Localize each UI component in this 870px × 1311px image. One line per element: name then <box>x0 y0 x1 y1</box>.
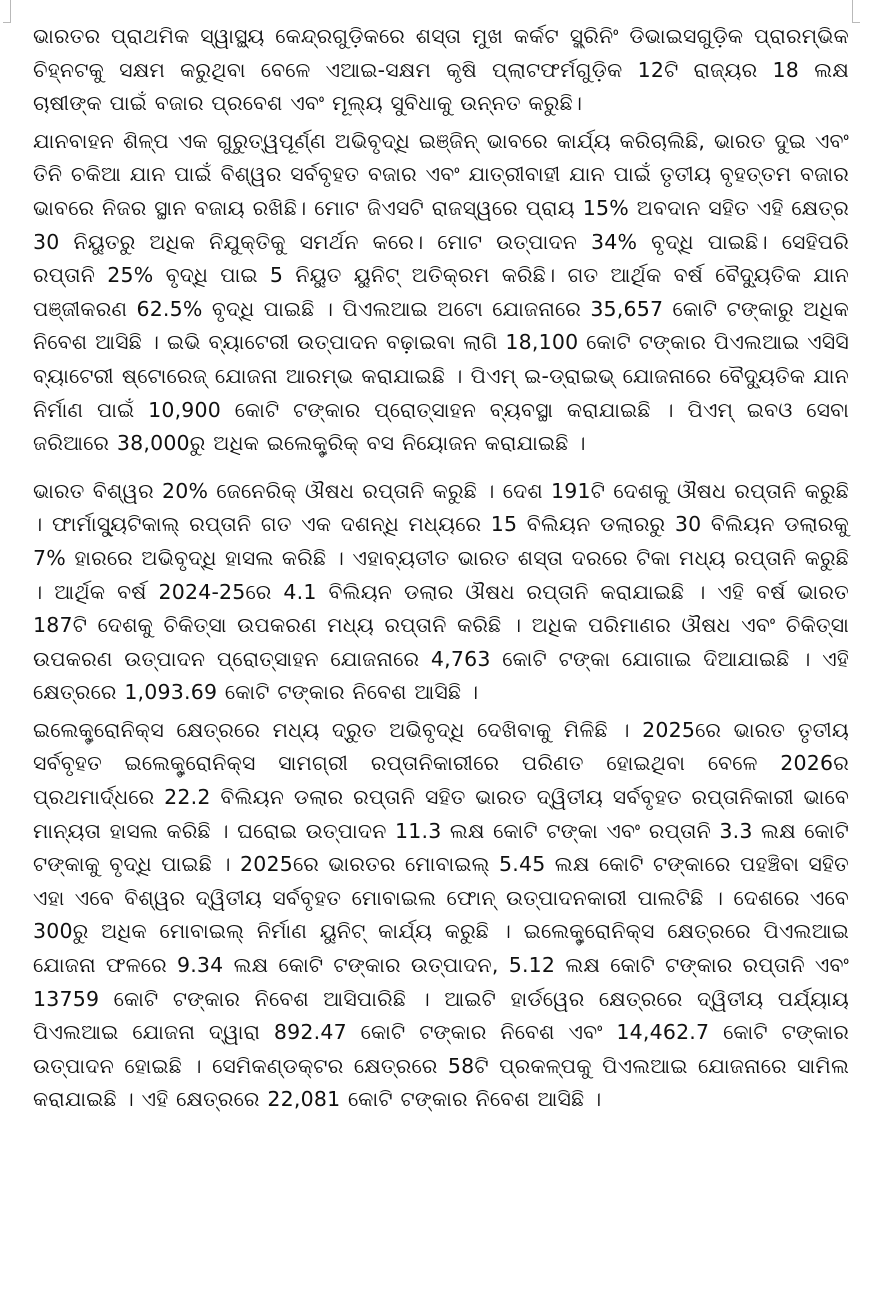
page-corner-mark-right <box>852 0 853 22</box>
paragraph-health-agriculture: ଭାରତର ପ୍ରାଥମିକ ସ୍ୱାସ୍ଥ୍ୟ କେନ୍ଦ୍ରଗୁଡ଼ିକରେ ଶସ୍ତା ମୁଖ କର୍କଟ ସ୍କ୍ରିନିଂ ଡିଭାଇସଗୁଡ଼ିକ ପ୍ରାରମ୍ଭିକ ଚିହ୍ନଟକୁ ସକ୍ଷମ କରୁଥିବା ବେଳେ ଏଆଇ-ସକ୍ଷମ କୃଷି ପ୍ଲାଟଫର୍ମଗୁଡ଼ିକ 12ଟି ରାଜ୍ୟର 18 ଲକ୍ଷ ଚାଷୀଙ୍କ ପାଇଁ ବଜାର ପ୍ରବେଶ ଏବଂ ମୂଲ୍ୟ ସୁବିଧାକୁ ଉନ୍ନତ କରୁଛି। <box>33 24 849 116</box>
page-corner-mark-left <box>10 0 11 22</box>
paragraph-electronics-sector: ଇଲେକ୍ଟ୍ରୋନିକ୍ସ କ୍ଷେତ୍ରରେ ମଧ୍ୟ ଦ୍ରୁତ ଅଭିବୃଦ୍ଧି ଦେଖିବାକୁ ମିଳିଛି । 2025ରେ ଭାରତ ତୃତୀୟ ସର୍ବବୃହତ ଇଲେକ୍ଟ୍ରୋନିକ୍ସ ସାମଗ୍ରୀ ରପ୍ତାନିକାରୀରେ ପରିଣତ ହୋଇଥିବା ବେଳେ 2026ର ପ୍ରଥମାର୍ଦ୍ଧରେ 22.2 ବିଲିୟନ ଡଲାର ରପ୍ତାନି ସହିତ ଭାରତ ଦ୍ୱିତୀୟ ସର୍ବବୃହତ ରପ୍ତାନିକାରୀ ଭାବେ ମାନ୍ୟତା ହାସଲ କରିଛି । ଘରୋଇ ଉତ୍ପାଦନ 11.3 ଲକ୍ଷ କୋଟି ଟଙ୍କା ଏବଂ ରପ୍ତାନି 3.3 ଲକ୍ଷ କୋଟି ଟଙ୍କାକୁ ବୃଦ୍ଧି ପାଇଛି । 2025ରେ ଭାରତର ମୋବାଇଲ୍ 5.45 ଲକ୍ଷ କୋଟି ଟଙ୍କାରେ ପହଞ୍ଚିବା ସହିତ ଏହା ଏବେ ବିଶ୍ୱର ଦ୍ୱିତୀୟ ସର୍ବବୃହତ ମୋବାଇଲ ଫୋନ୍ ଉତ୍ପାଦନକାରୀ ପାଲଟିଛି । ଦେଶରେ ଏବେ 300ରୁ ଅଧିକ ମୋବାଇଲ୍ ନିର୍ମାଣ ୟୁନିଟ୍ କାର୍ଯ୍ୟ କରୁଛି । ଇଲେକ୍ଟ୍ରୋନିକ୍ସ କ୍ଷେତ୍ରରେ ପିଏଲଆଇ ଯୋଜନା ଫଳରେ 9.34 ଲକ୍ଷ କୋଟି ଟଙ୍କାର ଉତ୍ପାଦନ, 5.12 ଲକ୍ଷ କୋଟି ଟଙ୍କାର ରପ୍ତାନି ଏବଂ 13759 କୋଟି ଟଙ୍କାର ନିବେଶ ଆସିପାରିଛି । ଆଇଟି ହାର୍ଡୱେର କ୍ଷେତ୍ରରେ ଦ୍ୱିତୀୟ ପର୍ଯ୍ୟାୟ ପିଏଲଆଇ ଯୋଜନା ଦ୍ୱାରା 892.47 କୋଟି ଟଙ୍କାର ନିବେଶ ଏବଂ 14,462.7 କୋଟି ଟଙ୍କାର ଉତ୍ପାଦନ ହୋଇଛି । ସେମିକଣ୍ଡକ୍ଟର କ୍ଷେତ୍ରରେ 58ଟି ପ୍ରକଳ୍ପକୁ ପିଏଲଆଇ ଯୋଜନାରେ ସାମିଲ କରାଯାଇଛି । ଏହି କ୍ଷେତ୍ରରେ 22,081 କୋଟି ଟଙ୍କାର ନିବେଶ ଆସିଛି । <box>33 717 849 1112</box>
document-body <box>33 20 849 1117</box>
page-corner-tick-right <box>852 22 860 23</box>
paragraph-automobile-sector: ଯାନବାହନ ଶିଳ୍ପ ଏକ ଗୁରୁତ୍ୱପୂର୍ଣ୍ଣ ଅଭିବୃଦ୍ଧି ଇଞ୍ଜିନ୍ ଭାବରେ କାର୍ଯ୍ୟ କରିଚାଲିଛି, ଭାରତ ଦୁଇ ଏବଂ ତିନି ଚକିଆ ଯାନ ପାଇଁ ବିଶ୍ୱର ସର୍ବବୃହତ ବଜାର ଏବଂ ଯାତ୍ରୀବାହୀ ଯାନ ପାଇଁ ତୃତୀୟ ବୃହତ୍ତମ ବଜାର ଭାବରେ ନିଜର ସ୍ଥାନ ବଜାୟ ରଖିଛି। ମୋଟ ଜିଏସଟି ରାଜସ୍ୱରେ ପ୍ରାୟ 15% ଅବଦାନ ସହିତ ଏହି କ୍ଷେତ୍ର 30 ନିୟୁତରୁ ଅଧିକ ନିଯୁକ୍ତିକୁ ସମର୍ଥନ କରେ। ମୋଟ ଉତ୍ପାଦନ 34% ବୃଦ୍ଧି ପାଇଛି। ସେହିପରି ରପ୍ତାନି 25% ବୃଦ୍ଧି ପାଇ 5 ନିୟୁତ ୟୁନିଟ୍ ଅତିକ୍ରମ କରିଛି। ଗତ ଆର୍ଥିକ ବର୍ଷ ବୈଦ୍ୟୁତିକ ଯାନ ପଞ୍ଜୀକରଣ 62.5% ବୃଦ୍ଧି ପାଇଛି । ପିଏଲଆଇ ଅଟୋ ଯୋଜନାରେ 35,657 କୋଟି ଟଙ୍କାରୁ ଅଧିକ ନିବେଶ ଆସିଛି । ଇଭି ବ୍ୟାଟେରୀ ଉତ୍ପାଦନ ବଢ଼ାଇବା ଲାଗି 18,100 କୋଟି ଟଙ୍କାର ପିଏଲଆଇ ଏସିସି ବ୍ୟାଟେରୀ ଷ୍ଟୋରେଜ୍ ଯୋଜନା ଆରମ୍ଭ କରାଯାଇଛି । ପିଏମ୍ ଇ-ଡ୍ରାଇଭ୍ ଯୋଜନାରେ ବୈଦ୍ୟୁତିକ ଯାନ ନିର୍ମାଣ ପାଇଁ 10,900 କୋଟି ଟଙ୍କାର ପ୍ରୋତ୍ସାହନ ବ୍ୟବସ୍ଥା କରାଯାଇଛି । ପିଏମ୍ ଇବଓ ସେବା ଜରିଆରେ 38,000ରୁ ଅଧିକ ଇଲେକ୍ଟ୍ରିକ୍ ବସ ନିୟୋଜନ କରାଯାଇଛି । <box>33 128 849 456</box>
page-corner-tick-left <box>3 22 11 23</box>
paragraph-pharmaceutical-sector: ଭାରତ ବିଶ୍ୱର 20% ଜେନେରିକ୍ ଔଷଧ ରପ୍ତାନି କରୁଛି । ଦେଶ 191ଟି ଦେଶକୁ ଔଷଧ ରପ୍ତାନି କରୁଛି । ଫାର୍ମାସ୍ୟୁଟିକାଲ୍ ରପ୍ତାନି ଗତ ଏକ ଦଶନ୍ଧି ମଧ୍ୟରେ 15 ବିଲିୟନ ଡଲାରରୁ 30 ବିଲିୟନ ଡଲାରକୁ 7% ହାରରେ ଅଭିବୃଦ୍ଧି ହାସଲ କରିଛି । ଏହାବ୍ୟତୀତ ଭାରତ ଶସ୍ତା ଦରରେ ଟିକା ମଧ୍ୟ ରପ୍ତାନି କରୁଛି । ଆର୍ଥିକ ବର୍ଷ 2024-25ରେ 4.1 ବିଲିୟନ ଡଲାର ଔଷଧ ରପ୍ତାନି କରାଯାଇଛି । ଏହି ବର୍ଷ ଭାରତ 187ଟି ଦେଶକୁ ଚିକିତ୍ସା ଉପକରଣ ମଧ୍ୟ ରପ୍ତାନି କରିଛି । ଅଧିକ ପରିମାଣର ଔଷଧ ଏବଂ ଚିକିତ୍ସା ଉପକରଣ ଉତ୍ପାଦନ ପ୍ରୋତ୍ସାହନ ଯୋଜନାରେ 4,763 କୋଟି ଟଙ୍କା ଯୋଗାଇ ଦିଆଯାଇଛି । ଏହି କ୍ଷେତ୍ରରେ 1,093.69 କୋଟି ଟଙ୍କାର ନିବେଶ ଆସିଛି । <box>33 478 849 705</box>
